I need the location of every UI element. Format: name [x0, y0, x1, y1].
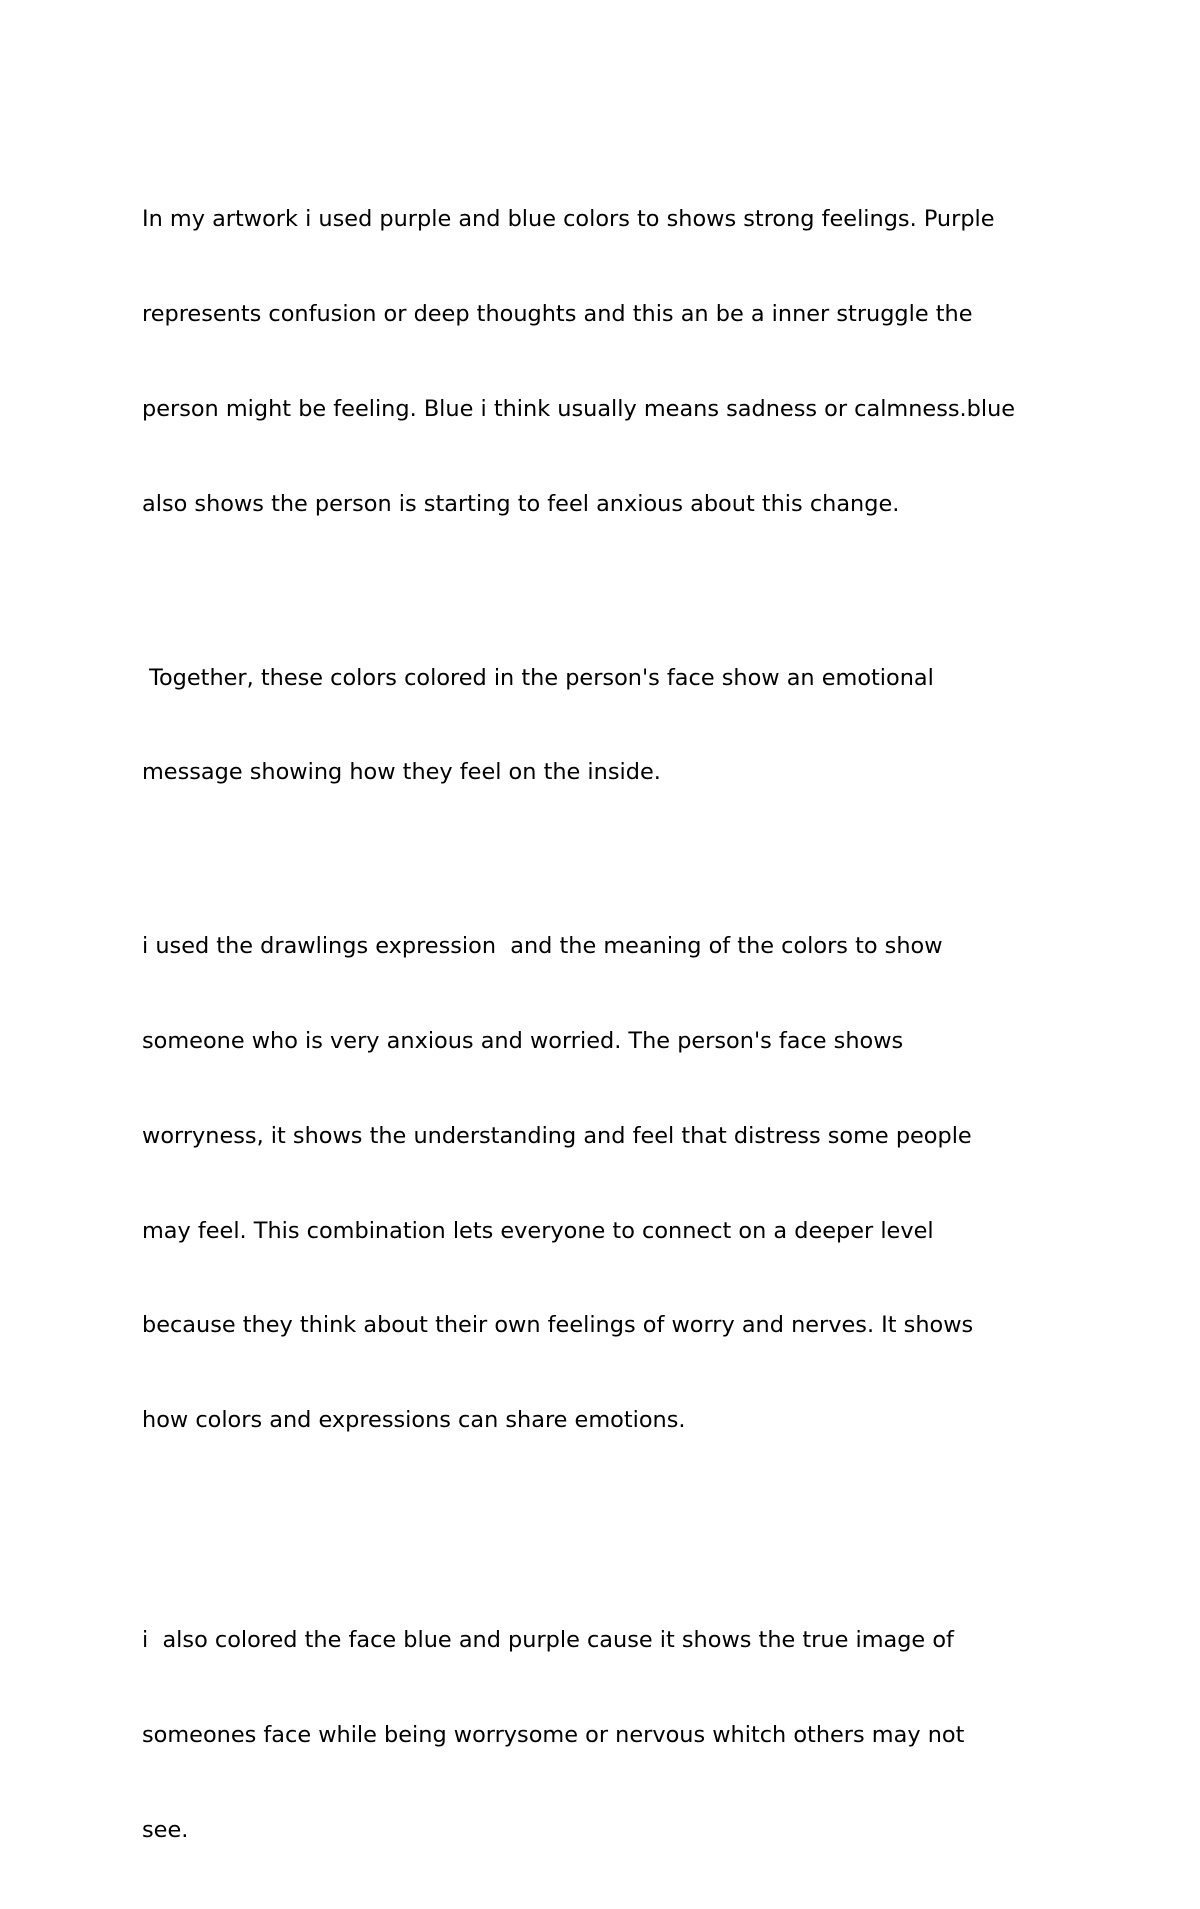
paragraph-spacer: [142, 852, 1072, 868]
text-line: see.: [142, 1816, 189, 1843]
text-line: In my artwork i used purple and blue colors to shows strong feelings. Purple: [142, 206, 995, 233]
text-line: someone who is very anxious and worried. The person's face shows: [142, 1028, 904, 1055]
paragraph-spacer: [142, 583, 1072, 599]
text-line: message showing how they feel on the inside.: [142, 759, 661, 786]
text-line: i used the drawlings expression and the meaning of the colors to show: [142, 933, 943, 960]
text-line: i also colored the face blue and purple cause it shows the true image of: [142, 1627, 954, 1654]
text-line: also shows the person is starting to feel anxious about this change.: [142, 490, 900, 517]
text-line: Together, these colors colored in the person's face show an emotional: [142, 664, 934, 691]
paragraph-together: [142, 599, 1072, 852]
text-line: how colors and expressions can share emotions.: [142, 1407, 686, 1434]
paragraph-colors-meaning: [142, 141, 1072, 583]
paragraph-face-colors: [142, 1562, 1072, 1909]
text-line: someones face while being worrysome or nervous whitch others may not: [142, 1721, 965, 1748]
paragraph-expression: [142, 868, 1072, 1500]
text-line: person might be feeling. Blue i think usually means sadness or calmness.blue: [142, 395, 1016, 422]
text-line: represents confusion or deep thoughts and this an be a inner struggle the: [142, 300, 973, 327]
text-line: because they think about their own feelings of worry and nerves. It shows: [142, 1312, 974, 1339]
document-body: [142, 141, 1072, 1909]
text-line: worryness, it shows the understanding and feel that distress some people: [142, 1122, 972, 1149]
text-line: may feel. This combination lets everyone to connect on a deeper level: [142, 1217, 934, 1244]
